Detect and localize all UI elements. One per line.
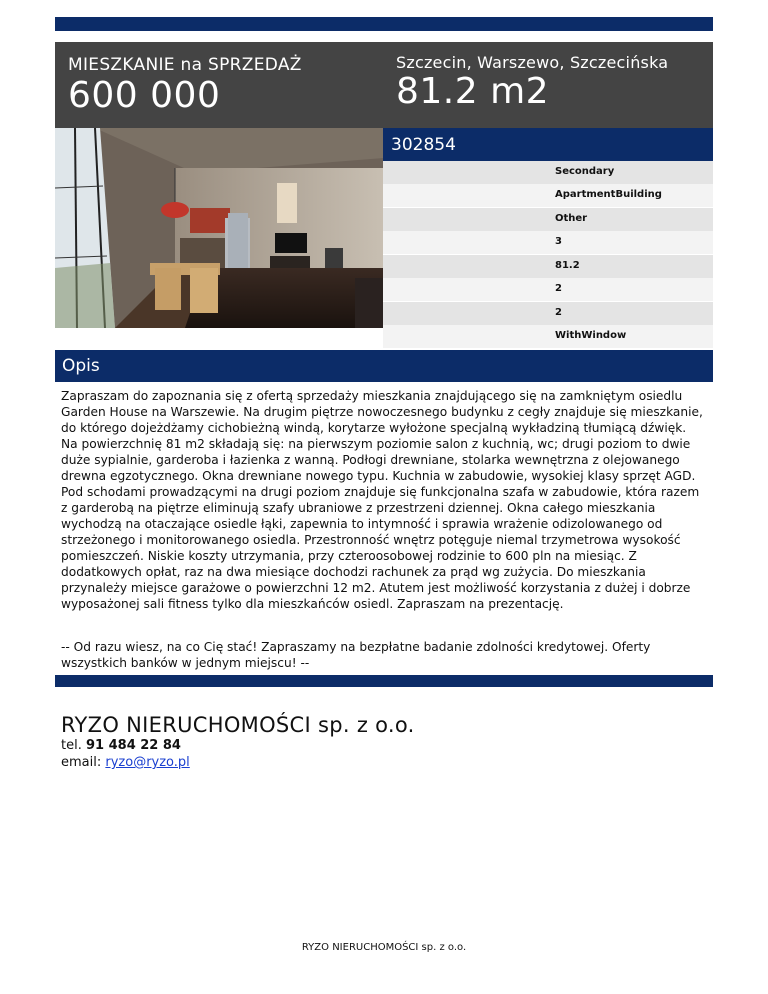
promo-text: -- Od razu wiesz, na co Cię stać! Zapraszamy na bezpłatne badanie zdolności kredytowej. Oferty wszystkich banków w jednym miejscu! -- xyxy=(61,640,651,670)
page-footer: RYZO NIERUCHOMOŚCI sp. z o.o. xyxy=(301,942,467,953)
agency-name: RYZO NIERUCHOMOŚCI sp. z o.o. xyxy=(61,713,415,737)
listing-header xyxy=(55,42,713,128)
description-paragraph: Zapraszam do zapoznania się z ofertą sprzedaży mieszkania znajdującego się na zamkniętym osiedlu Garden House na Warszewie. Na drugim piętrze nowoczesnego budynku z cegły znajduje się mieszkanie, do którego dojeżdżamy cichobieżną windą, korytarze wyłożone specjalną wykładziną tłumiącą dźwięk. xyxy=(61,389,703,435)
email-link[interactable]: ryzo@ryzo.pl xyxy=(105,755,190,770)
attribute-value: 81.2 xyxy=(555,260,580,271)
description-heading: Opis xyxy=(62,356,100,376)
area: 81.2 m2 xyxy=(396,71,550,112)
attribute-row xyxy=(383,161,713,184)
top-accent-bar xyxy=(55,17,713,31)
attribute-value: 2 xyxy=(555,307,562,318)
listing-id: 302854 xyxy=(391,135,456,155)
location: Szczecin, Warszewo, Szczecińska xyxy=(396,53,669,72)
agency-phone xyxy=(61,738,181,753)
agency-email xyxy=(61,755,190,770)
description-paragraph: Na powierzchnię 81 m2 składają się: na pierwszym poziomie salon z kuchnią, wc; drugi poziom to dwie duże sypialnie, garderoba i łazienka z wanną. Podłogi drewniane, stolarka wewnętrzna z olejowanego drewna egzotycznego. Okna drewniane nowego typu. Kuchnia w zabudowie, wysokiej klasy sprzęt AGD. Pod schodami prowadzącymi na drugi poziom znajduje się funkcjonalna szafa w zabudowie, która razem z garderobą na piętrze eliminują szafy ubraniowe z przestrzeni dziennej. Okna całego mieszkania wychodzą na otaczające osiedle łąki, zapewnia to intymność i sprawia wrażenie odizolowanego od strzeżonego i monitorowanego osiedla. Przestronność wnętrz potęguje niemal trzymetrowa wysokość pomieszczeń. Niskie koszty utrzymania, przy czteroosobowej rodzinie to 600 pln na miesiąc. Z dodatkowych opłat, raz na dwa miesiące dochodzi rachunek za prąd wg zużycia. Do mieszkania przynależy miejsce garażowe o powierzchni 12 m2. Atutem jest możliwość korzystania z dużej i dobrze wyposażonej sali fitness tylko dla mieszkańców osiedl. Zapraszam na prezentację. xyxy=(61,437,700,611)
attribute-row xyxy=(383,184,713,207)
price: 600 000 xyxy=(68,75,221,116)
description-text xyxy=(61,388,709,612)
description-heading-bar xyxy=(55,350,713,382)
attribute-row xyxy=(383,231,713,254)
listing-id-bar xyxy=(383,128,713,161)
phone-number[interactable]: 91 484 22 84 xyxy=(85,738,181,753)
attribute-row xyxy=(383,302,713,325)
attribute-value: 3 xyxy=(555,236,562,247)
offer-type: MIESZKANIE na SPRZEDAŻ xyxy=(68,55,302,75)
attribute-value: ApartmentBuilding xyxy=(555,189,662,200)
attribute-value: Other xyxy=(555,213,588,224)
email-label: email: xyxy=(61,755,102,770)
phone-label: tel. xyxy=(61,738,82,753)
bottom-accent-bar xyxy=(55,675,713,687)
apartment-photo xyxy=(55,128,383,328)
attribute-value: WithWindow xyxy=(555,330,627,341)
attribute-value: Secondary xyxy=(555,166,615,177)
attribute-value: 2 xyxy=(555,283,562,294)
attribute-row xyxy=(383,278,713,301)
attribute-row xyxy=(383,255,713,278)
attribute-row xyxy=(383,208,713,231)
attribute-row xyxy=(383,325,713,348)
